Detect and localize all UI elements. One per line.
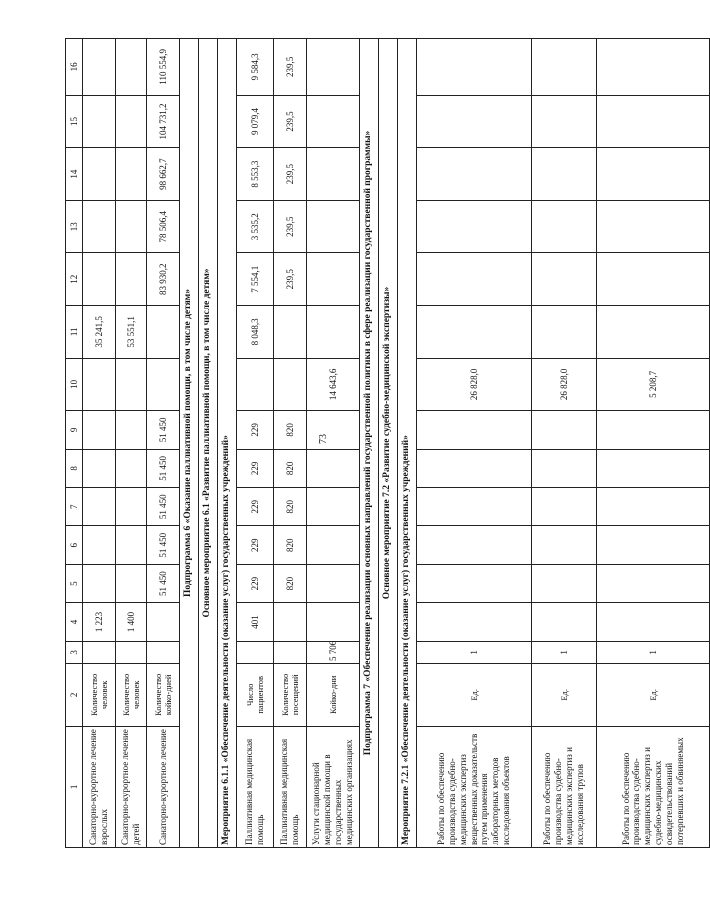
row-value: 7 554,1 xyxy=(237,253,274,306)
row-unit: Число пациентов xyxy=(237,663,274,726)
row-value xyxy=(417,564,532,602)
row-value xyxy=(237,641,274,663)
row-value xyxy=(417,200,532,253)
row-title: Работы по обеспечению производства судебно-медицинских экспертиз и судебно-медицинских освидетельствований потерпевших и обвиняемых xyxy=(597,726,710,847)
row-value xyxy=(307,95,360,148)
row-value: 229 xyxy=(237,449,274,487)
row-value xyxy=(83,200,116,253)
row-value xyxy=(532,603,597,641)
column-header: 12 xyxy=(66,253,83,306)
row-value xyxy=(532,200,597,253)
row-value xyxy=(532,411,597,449)
row-value xyxy=(116,148,147,201)
row-value xyxy=(597,488,710,526)
row-value xyxy=(83,253,116,306)
row-value: 51 450 xyxy=(147,564,180,602)
section-row xyxy=(379,39,398,848)
row-unit: Ед. xyxy=(532,663,597,726)
row-value: 820 xyxy=(274,449,307,487)
row-value: 820 xyxy=(274,564,307,602)
row-title: Санаторно-курортное лечение xyxy=(147,726,180,847)
table-row xyxy=(116,39,147,848)
row-value xyxy=(307,488,360,526)
row-value: 9 079,4 xyxy=(237,95,274,148)
column-header: 5 xyxy=(66,564,83,602)
row-title: Работы по обеспечению производства судебно-медицинских экспертиз вещественных доказательств путем применения лабораторных методов исследования объектов xyxy=(417,726,532,847)
row-unit: Ед. xyxy=(597,663,710,726)
row-value xyxy=(532,39,597,96)
row-value xyxy=(237,358,274,411)
row-value xyxy=(597,564,710,602)
row-value: 1 400 xyxy=(116,603,147,641)
row-value xyxy=(417,39,532,96)
row-value: 51 450 xyxy=(147,488,180,526)
row-value xyxy=(597,39,710,96)
row-value xyxy=(597,306,710,359)
column-header: 14 xyxy=(66,148,83,201)
row-value: 35 241,5 xyxy=(83,306,116,359)
row-value xyxy=(597,526,710,564)
row-value: 26 828,0 xyxy=(417,358,532,411)
row-value: 1 xyxy=(597,641,710,663)
row-value xyxy=(307,603,360,641)
row-value: 51 450 xyxy=(147,526,180,564)
row-value xyxy=(597,449,710,487)
column-header: 3 xyxy=(66,641,83,663)
row-title: Санаторно-курортное лечение взрослых xyxy=(83,726,116,847)
row-value xyxy=(532,148,597,201)
row-value xyxy=(307,253,360,306)
row-value xyxy=(147,603,180,641)
row-value xyxy=(597,411,710,449)
row-value: 83 930,2 xyxy=(147,253,180,306)
row-value xyxy=(116,95,147,148)
row-value xyxy=(147,641,180,663)
row-value xyxy=(597,603,710,641)
row-value xyxy=(417,95,532,148)
row-value xyxy=(116,488,147,526)
row-unit: Койко-дни xyxy=(307,663,360,726)
section-title: Подпрограмма 6 «Оказание паллиативной помощи, в том числе детям» xyxy=(180,39,199,848)
column-header: 2 xyxy=(66,663,83,726)
row-value xyxy=(597,253,710,306)
row-value xyxy=(116,449,147,487)
row-value: 1 xyxy=(417,641,532,663)
row-value: 110 554,9 xyxy=(147,39,180,96)
row-value xyxy=(83,39,116,96)
row-value xyxy=(532,95,597,148)
row-value: 820 xyxy=(274,526,307,564)
row-value xyxy=(307,411,360,449)
row-unit: Количество человек xyxy=(116,663,147,726)
row-value: 9 584,3 xyxy=(237,39,274,96)
row-value xyxy=(532,306,597,359)
row-value xyxy=(307,564,360,602)
table-row xyxy=(83,39,116,848)
row-value xyxy=(307,526,360,564)
row-value xyxy=(116,253,147,306)
section-row xyxy=(398,39,417,848)
row-value xyxy=(532,449,597,487)
row-value xyxy=(116,641,147,663)
row-value xyxy=(116,358,147,411)
row-value: 820 xyxy=(274,411,307,449)
row-value xyxy=(274,603,307,641)
program-table xyxy=(65,38,710,848)
section-title: Подпрограмма 7 «Обеспечение реализации основных направлений государственной политики в сфере реализации государственной программы» xyxy=(360,39,379,848)
section-title: Основное мероприятие 7.2 «Развитие судебно-медицинской экспертизы» xyxy=(379,39,398,848)
table-row xyxy=(237,39,274,848)
column-header: 11 xyxy=(66,306,83,359)
row-value: 53 551,1 xyxy=(116,306,147,359)
row-value xyxy=(417,526,532,564)
row-value xyxy=(307,148,360,201)
document-sheet xyxy=(65,38,685,848)
column-header: 16 xyxy=(66,39,83,96)
section-row xyxy=(360,39,379,848)
row-value: 239,5 xyxy=(274,95,307,148)
row-value xyxy=(83,526,116,564)
row-value: 104 731,2 xyxy=(147,95,180,148)
row-value xyxy=(83,358,116,411)
row-value xyxy=(116,564,147,602)
section-title: Мероприятие 6.1.1 «Обеспечение деятельности (оказание услуг) государственных учреждений» xyxy=(218,39,237,848)
row-value: 5 706 xyxy=(307,641,360,663)
column-header: 7 xyxy=(66,488,83,526)
row-value xyxy=(83,564,116,602)
row-value: 51 450 xyxy=(147,449,180,487)
row-value xyxy=(417,306,532,359)
column-header: 10 xyxy=(66,358,83,411)
row-value: 3 535,2 xyxy=(237,200,274,253)
row-value: 229 xyxy=(237,411,274,449)
column-header: 13 xyxy=(66,200,83,253)
row-value xyxy=(417,488,532,526)
row-value xyxy=(307,449,360,487)
section-row xyxy=(199,39,218,848)
row-title: Услуги стационарной медицинской помощи в государственных медицинских организациях xyxy=(307,726,360,847)
row-value xyxy=(307,306,360,359)
row-value: 5 208,7 xyxy=(597,358,710,411)
row-value xyxy=(532,526,597,564)
row-value xyxy=(532,253,597,306)
table-row xyxy=(274,39,307,848)
row-value xyxy=(116,39,147,96)
row-value xyxy=(597,148,710,201)
row-value xyxy=(532,564,597,602)
row-value: 239,5 xyxy=(274,39,307,96)
row-value xyxy=(417,603,532,641)
row-value xyxy=(417,148,532,201)
table-row xyxy=(307,39,360,848)
row-value: 14 643,6 xyxy=(307,358,360,411)
row-unit: Ед. xyxy=(417,663,532,726)
column-header: 1 xyxy=(66,726,83,847)
row-value xyxy=(417,253,532,306)
row-value xyxy=(83,148,116,201)
row-title: Паллиативная медицинская помощь xyxy=(274,726,307,847)
column-header: 9 xyxy=(66,411,83,449)
row-value: 1 223 xyxy=(83,603,116,641)
page-number: 73 xyxy=(318,434,329,444)
row-value xyxy=(83,641,116,663)
section-title: Основное мероприятие 6.1 «Развитие паллиативной помощи, в том числе детям» xyxy=(199,39,218,848)
column-header: 8 xyxy=(66,449,83,487)
row-value xyxy=(307,39,360,96)
row-value: 239,5 xyxy=(274,200,307,253)
row-value xyxy=(597,95,710,148)
row-value xyxy=(274,358,307,411)
row-value: 78 506,4 xyxy=(147,200,180,253)
column-number-row xyxy=(66,39,83,848)
table-row xyxy=(417,39,532,848)
row-title: Работы по обеспечению производства судебно-медицинских экспертиз и исследования трупов xyxy=(532,726,597,847)
row-value xyxy=(116,411,147,449)
row-value xyxy=(532,488,597,526)
row-title: Паллиативная медицинская помощь xyxy=(237,726,274,847)
table-row xyxy=(147,39,180,848)
row-value: 51 450 xyxy=(147,411,180,449)
table-row xyxy=(597,39,710,848)
row-value: 98 662,7 xyxy=(147,148,180,201)
row-value xyxy=(597,200,710,253)
row-value xyxy=(147,306,180,359)
row-value xyxy=(83,95,116,148)
row-value xyxy=(116,526,147,564)
section-row xyxy=(180,39,199,848)
row-value: 820 xyxy=(274,488,307,526)
row-unit: Количество койко-дней xyxy=(147,663,180,726)
row-value: 26 828,0 xyxy=(532,358,597,411)
column-header: 4 xyxy=(66,603,83,641)
column-header: 15 xyxy=(66,95,83,148)
row-value xyxy=(307,200,360,253)
row-value xyxy=(83,449,116,487)
row-value: 8 048,3 xyxy=(237,306,274,359)
row-value xyxy=(147,358,180,411)
row-value: 239,5 xyxy=(274,148,307,201)
row-value xyxy=(83,411,116,449)
row-value: 8 553,3 xyxy=(237,148,274,201)
row-value: 401 xyxy=(237,603,274,641)
row-unit: Количество посещений xyxy=(274,663,307,726)
table-row xyxy=(532,39,597,848)
row-title: Санаторно-курортное лечение детей xyxy=(116,726,147,847)
row-value xyxy=(274,641,307,663)
row-value xyxy=(116,200,147,253)
section-title: Мероприятие 7.2.1 «Обеспечение деятельности (оказание услуг) государственных учреждений» xyxy=(398,39,417,848)
row-value xyxy=(417,449,532,487)
row-value: 229 xyxy=(237,526,274,564)
row-unit: Количество человек xyxy=(83,663,116,726)
row-value xyxy=(417,411,532,449)
column-header: 6 xyxy=(66,526,83,564)
row-value: 239,5 xyxy=(274,253,307,306)
row-value: 229 xyxy=(237,564,274,602)
row-value: 229 xyxy=(237,488,274,526)
section-row xyxy=(218,39,237,848)
row-value xyxy=(83,488,116,526)
row-value xyxy=(274,306,307,359)
row-value: 1 xyxy=(532,641,597,663)
